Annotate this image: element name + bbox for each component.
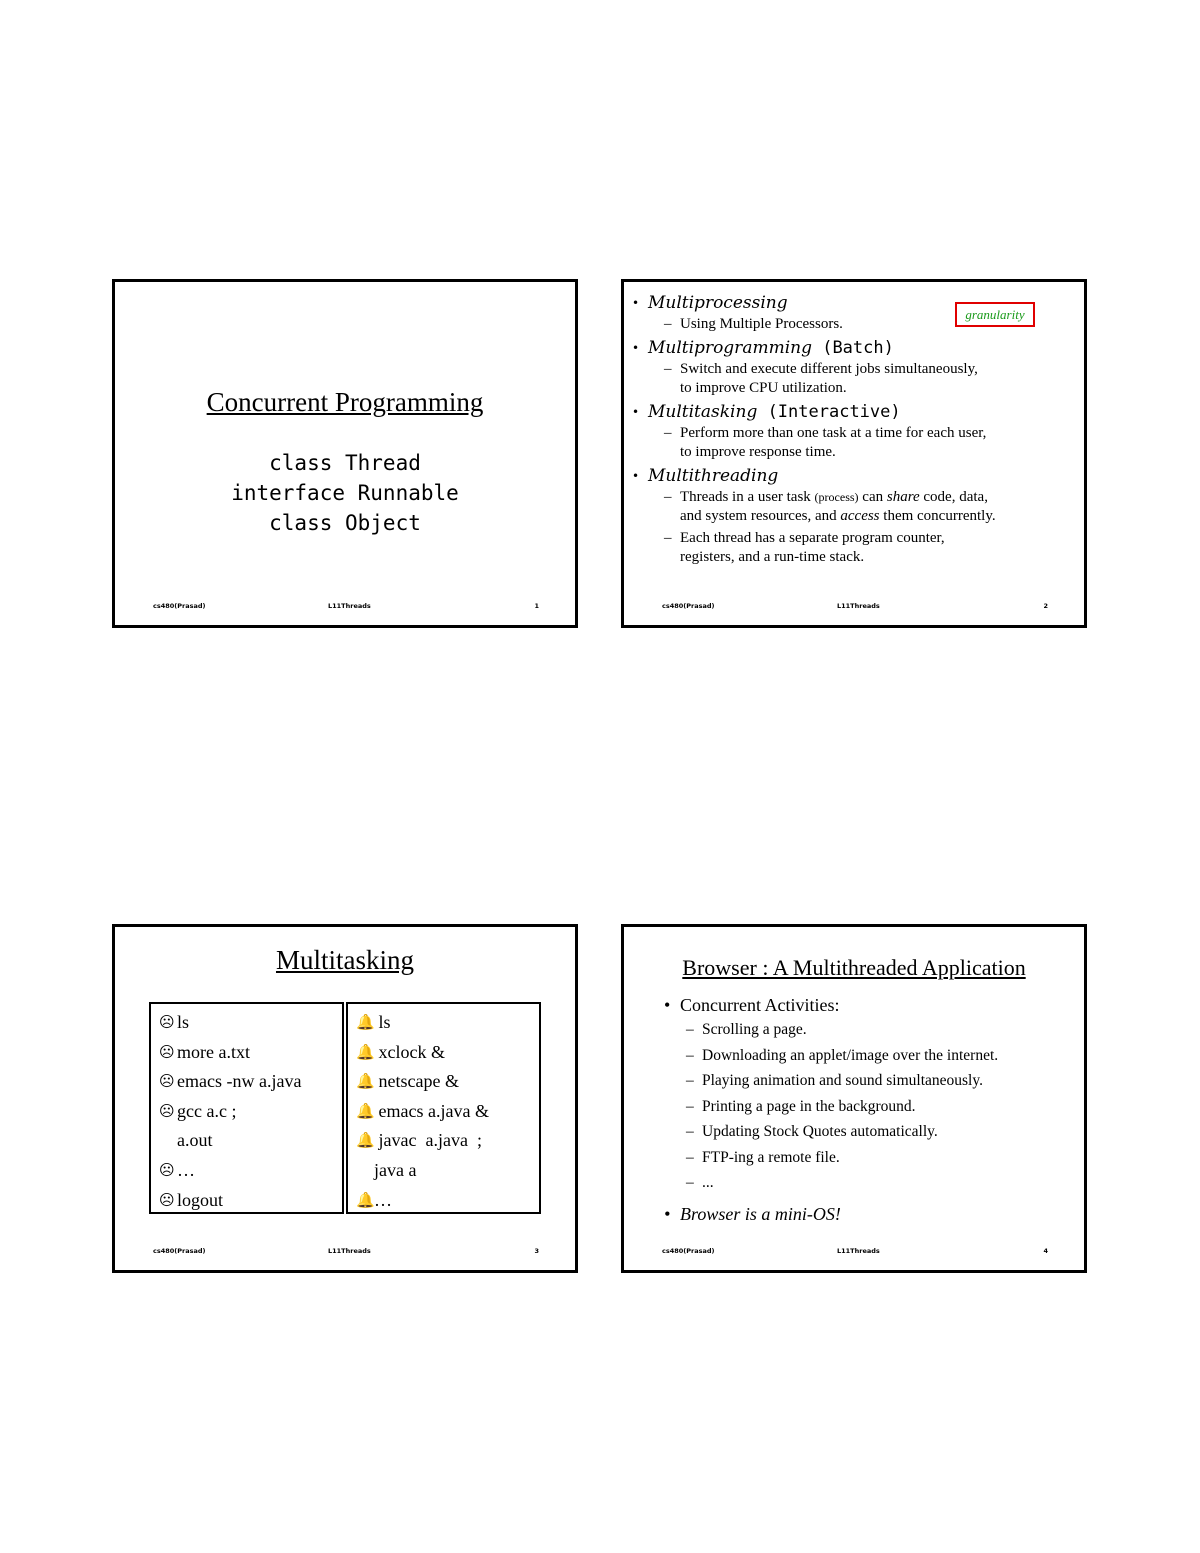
bullet-item <box>632 401 1074 424</box>
bell-icon: 🔔 <box>356 1101 375 1120</box>
text-run: (process) <box>814 490 859 504</box>
bullet-list <box>632 292 1074 570</box>
bullet-icon: • <box>632 341 640 355</box>
text-run: can <box>858 489 887 505</box>
slide-footer <box>153 602 539 612</box>
terminal-command: … <box>177 1159 195 1180</box>
terminal-command: java a <box>374 1159 417 1180</box>
terminal-command: xclock & <box>374 1041 445 1062</box>
dash-icon: – <box>686 1021 694 1038</box>
terminal-command: a.out <box>177 1130 213 1151</box>
terminal-command: javac a.java ; <box>374 1130 482 1151</box>
terminal-command: ls <box>374 1012 391 1032</box>
footer-course: cs480(Prasad) <box>153 602 206 610</box>
terminal-command: gcc a.c ; <box>177 1100 237 1121</box>
bullet-icon: • <box>664 1203 671 1224</box>
sub-bullet-text: to improve response time. <box>680 444 836 460</box>
bullet-icon: • <box>664 995 671 1015</box>
dash-icon: – <box>664 489 672 505</box>
footer-course: cs480(Prasad) <box>662 1247 715 1255</box>
code-list <box>115 448 575 538</box>
sub-bullet <box>664 1017 1074 1043</box>
sub-bullet-text: Switch and execute different jobs simultaneously, <box>680 361 978 377</box>
slide-title: Browser : A Multithreaded Application <box>682 955 1026 980</box>
frown-icon: ☹ <box>159 1042 175 1061</box>
terminal-line <box>159 1067 342 1097</box>
dash-icon: – <box>664 361 672 377</box>
frown-icon: ☹ <box>159 1013 175 1031</box>
dash-icon: – <box>664 316 672 332</box>
bullet-heading: Multithreading <box>648 466 779 486</box>
sub-bullet <box>664 1043 1074 1069</box>
frown-icon: ☹ <box>159 1072 175 1091</box>
bullet-suffix: (Batch) <box>811 338 894 358</box>
slide-4 <box>621 924 1087 1273</box>
terminal-line <box>356 1126 539 1156</box>
sub-bullet-text: Using Multiple Processors. <box>680 316 843 332</box>
slide-footer <box>153 1247 539 1257</box>
bullet-item <box>664 1202 1074 1226</box>
bullet-item <box>632 337 1074 360</box>
text-run: Threads in a user task <box>680 489 815 505</box>
sub-bullet-text <box>680 507 1074 526</box>
dash-icon: – <box>664 530 672 546</box>
bell-icon: 🔔 <box>356 1042 375 1061</box>
terminal-line <box>356 1008 539 1038</box>
sub-bullet-text: Downloading an applet/image over the internet. <box>702 1046 999 1064</box>
bullet-heading: Multitasking <box>648 402 758 422</box>
slide-title: Concurrent Programming <box>206 387 484 417</box>
sub-bullet <box>664 424 1074 462</box>
text-run: and system resources, and <box>680 508 841 524</box>
sub-bullet <box>664 1094 1074 1120</box>
terminal-line <box>159 1156 342 1186</box>
bell-icon: 🔔 <box>356 1072 375 1091</box>
footer-page-number: 3 <box>534 1247 539 1255</box>
terminal-line <box>159 1038 342 1068</box>
sub-bullet-text: Perform more than one task at a time for each user, <box>680 425 987 441</box>
dash-icon: – <box>686 1174 694 1191</box>
terminal-line <box>356 1097 539 1127</box>
terminal-command: logout <box>177 1189 224 1210</box>
sub-bullet-text: ... <box>702 1174 714 1191</box>
sub-bullet-text: Each thread has a separate program counter, <box>680 530 945 546</box>
sub-bullet-text: Scrolling a page. <box>702 1021 807 1038</box>
terminal-line <box>159 1097 342 1127</box>
sub-bullet-text: FTP-ing a remote file. <box>702 1148 840 1166</box>
sub-bullet <box>664 1119 1074 1145</box>
text-run-italic: access <box>840 508 880 524</box>
slide-title: Multitasking <box>275 945 414 975</box>
bullet-heading: Multiprogramming <box>648 338 812 358</box>
sub-bullet <box>664 1068 1074 1094</box>
terminal-line <box>356 1038 539 1068</box>
terminal-command: emacs -nw a.java <box>177 1071 302 1092</box>
sub-bullet-text: registers, and a run-time stack. <box>680 549 865 565</box>
sub-bullet-text <box>680 488 1074 507</box>
frown-icon: ☹ <box>159 1190 175 1209</box>
bullet-icon: • <box>632 296 640 310</box>
sub-bullet <box>664 529 1074 567</box>
terminal-command: emacs a.java & <box>374 1100 489 1121</box>
bullet-icon: • <box>632 405 640 419</box>
terminal-line <box>159 1008 342 1038</box>
footer-course: cs480(Prasad) <box>153 1247 206 1255</box>
frown-icon: ☹ <box>159 1160 175 1179</box>
sub-bullet-text: to improve CPU utilization. <box>680 380 847 396</box>
text-run-italic: share <box>886 489 920 505</box>
terminal-command: ls <box>177 1012 190 1032</box>
slide-3 <box>112 924 578 1273</box>
bullet-icon: • <box>632 469 640 483</box>
bell-icon: 🔔 <box>356 1131 375 1150</box>
code-line: class Thread <box>269 451 421 475</box>
bullet-heading: Multiprocessing <box>648 293 788 313</box>
sub-bullet-text: Printing a page in the background. <box>702 1097 916 1115</box>
sub-bullet <box>664 315 1074 334</box>
terminal-panel-right <box>346 1002 541 1214</box>
sub-bullet <box>664 360 1074 398</box>
terminal-line <box>159 1126 342 1156</box>
dash-icon: – <box>664 425 672 441</box>
footer-page-number: 1 <box>534 602 539 610</box>
sub-bullet-text: Updating Stock Quotes automatically. <box>702 1123 938 1140</box>
footer-page-number: 2 <box>1043 602 1048 610</box>
code-line: class Object <box>269 511 421 535</box>
bell-icon: 🔔 <box>356 1013 375 1031</box>
terminal-line <box>356 1156 539 1186</box>
bullet-item <box>632 465 1074 488</box>
sub-bullet <box>664 1170 1074 1196</box>
sub-bullet <box>664 488 1074 526</box>
code-line: interface Runnable <box>231 481 459 505</box>
footer-topic: L11Threads <box>328 602 371 610</box>
text-run: them concurrently. <box>879 508 996 524</box>
bell-icon: 🔔 <box>356 1190 375 1209</box>
footer-topic: L11Threads <box>837 1247 880 1255</box>
slide-1 <box>112 279 578 628</box>
bullet-suffix: (Interactive) <box>757 402 901 422</box>
footer-topic: L11Threads <box>837 602 880 610</box>
slide-2 <box>621 279 1087 628</box>
terminal-command: netscape & <box>374 1071 459 1092</box>
footer-page-number: 4 <box>1043 1247 1048 1255</box>
sub-bullet <box>664 1145 1074 1171</box>
bullet-list <box>664 993 1074 1226</box>
slide-footer <box>662 1247 1048 1257</box>
granularity-badge: granularity <box>955 302 1035 327</box>
sub-bullet-text: Playing animation and sound simultaneously. <box>702 1072 983 1089</box>
bullet-item <box>664 993 1074 1017</box>
terminal-line <box>356 1067 539 1097</box>
footer-course: cs480(Prasad) <box>662 602 715 610</box>
frown-icon: ☹ <box>159 1101 175 1120</box>
dash-icon: – <box>686 1097 694 1115</box>
bullet-item <box>632 292 1074 315</box>
terminal-command: … <box>374 1189 392 1210</box>
slide-footer <box>662 602 1048 612</box>
terminal-line <box>159 1186 342 1216</box>
terminal-line <box>356 1186 539 1216</box>
dash-icon: – <box>686 1046 694 1064</box>
bullet-heading: Concurrent Activities: <box>680 995 840 1015</box>
dash-icon: – <box>686 1148 694 1166</box>
dash-icon: – <box>686 1123 694 1140</box>
text-run: code, data, <box>919 489 988 505</box>
dash-icon: – <box>686 1072 694 1089</box>
terminal-panel-left <box>149 1002 344 1214</box>
footer-topic: L11Threads <box>328 1247 371 1255</box>
terminal-command: more a.txt <box>177 1041 250 1062</box>
closing-statement: Browser is a mini-OS! <box>680 1203 841 1224</box>
